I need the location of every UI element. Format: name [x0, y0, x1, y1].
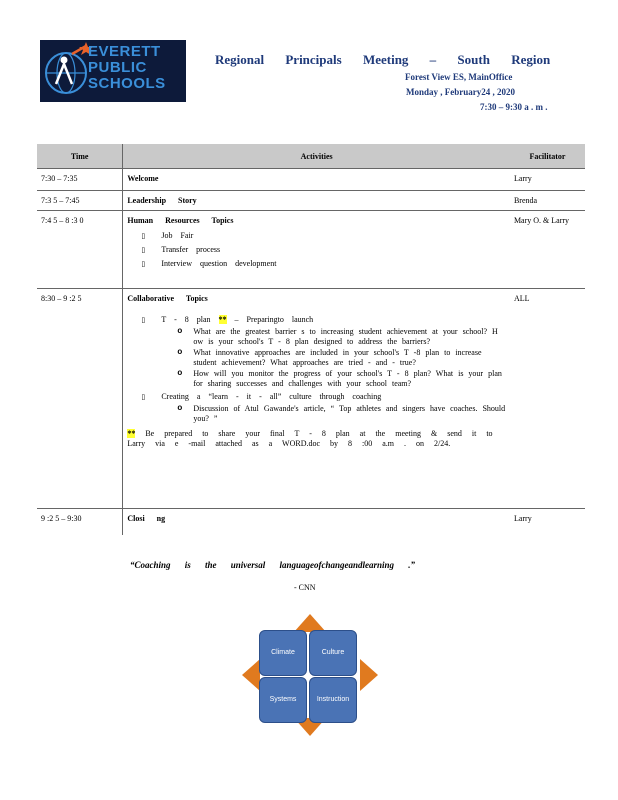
tplan-prefix: T - 8 plan [161, 315, 211, 324]
highlight-mark: ** [127, 429, 136, 438]
meeting-location: Forest View ES, MainOffice [405, 72, 513, 82]
meeting-date: Monday , February24 , 2020 [406, 87, 515, 97]
table-row [37, 289, 585, 509]
quote-source: - CNN [294, 583, 316, 592]
table-row [37, 211, 585, 289]
logo [40, 40, 186, 102]
row-activity [123, 191, 510, 211]
row-activity [123, 211, 510, 289]
note-text: Be prepared to share your final T - 8 plan at the meeting & send it to Larry via e -mail attached as a WORD.doc by 8 :00 a.m . on 2/24. [127, 429, 493, 448]
row-facilitator: ALL [510, 289, 585, 509]
row-activity [123, 289, 510, 509]
table-row [37, 169, 585, 191]
list-item: o Discussion of Atul Gawande's article, “ Top athletes and singers have coaches. Should you? ” [177, 404, 506, 423]
activity-title: Human Resources Topics [127, 216, 234, 225]
row-time: 9 :2 5 – 9:30 [37, 509, 123, 535]
logo-line-3: SCHOOLS [88, 75, 166, 92]
row-time: 7:4 5 – 8 :3 0 [37, 211, 123, 289]
arrow-left-icon [242, 659, 260, 691]
arrow-right-icon [360, 659, 378, 691]
tplan-questions [177, 327, 506, 388]
highlight-mark: ** [218, 315, 227, 324]
col-header-facilitator: Facilitator [510, 144, 585, 169]
globe-logo-icon [42, 40, 92, 102]
row-time: 7:3 5 – 7:45 [37, 191, 123, 211]
quote-text: “Coaching is the universal languageofchangeandlearning .” [130, 560, 416, 570]
hr-topics-list [141, 231, 506, 269]
list-item [141, 315, 506, 388]
list-item: ▯ Interview question development [141, 259, 506, 269]
row-time: 8:30 – 9 :2 5 [37, 289, 123, 509]
col-header-time: Time [37, 144, 123, 169]
row-facilitator: Brenda [510, 191, 585, 211]
activity-title: Collaborative Topics [127, 294, 208, 303]
culture-diagram [240, 610, 380, 740]
tplan-suffix: – Preparingto launch [234, 315, 314, 324]
coaching-item: Creating a “learn - it - all” culture through coaching [161, 392, 382, 401]
list-item: ▯ Transfer process [141, 245, 506, 255]
collab-topics-list [141, 315, 506, 423]
table-header-row [37, 144, 585, 169]
tile-instruction: Instruction [309, 677, 357, 723]
logo-text [88, 44, 184, 92]
col-header-activities: Activities [123, 144, 510, 169]
list-item: o What innovative approaches are included in your school's T -8 plan to increase student achievement? What approaches are tried - and - true? [177, 348, 506, 367]
list-item: ▯ Job Fair [141, 231, 506, 241]
list-item: o How will you monitor the progress of your school's T - 8 plan? What is your plan for sharing successes and challenges with your school team? [177, 369, 506, 388]
list-item [141, 392, 506, 423]
tile-climate: Climate [259, 630, 307, 676]
logo-line-2: PUBLIC [88, 59, 147, 76]
activity-title: Leadership Story [127, 196, 197, 205]
logo-line-1: EVERETT [88, 43, 161, 60]
row-facilitator: Larry [510, 509, 585, 535]
activity-title: Closi ng [127, 514, 166, 523]
table-row [37, 191, 585, 211]
row-facilitator: Larry [510, 169, 585, 191]
table-row [37, 509, 585, 535]
list-item: o What are the greatest barrier s to increasing student achievement at your school? H ow is your school's T - 8 plan designed to address the barriers? [177, 327, 506, 346]
row-activity [123, 509, 510, 535]
meeting-title: Regional Principals Meeting – South Region [215, 52, 551, 67]
activity-title: Welcome [127, 174, 159, 183]
row-facilitator: Mary O. & Larry [510, 211, 585, 289]
note [127, 429, 506, 449]
tile-systems: Systems [259, 677, 307, 723]
coaching-sublist [177, 404, 506, 423]
row-activity [123, 169, 510, 191]
meeting-time: 7:30 – 9:30 a . m . [480, 102, 548, 112]
row-time: 7:30 – 7:35 [37, 169, 123, 191]
agenda-table [37, 144, 585, 535]
tile-culture: Culture [309, 630, 357, 676]
